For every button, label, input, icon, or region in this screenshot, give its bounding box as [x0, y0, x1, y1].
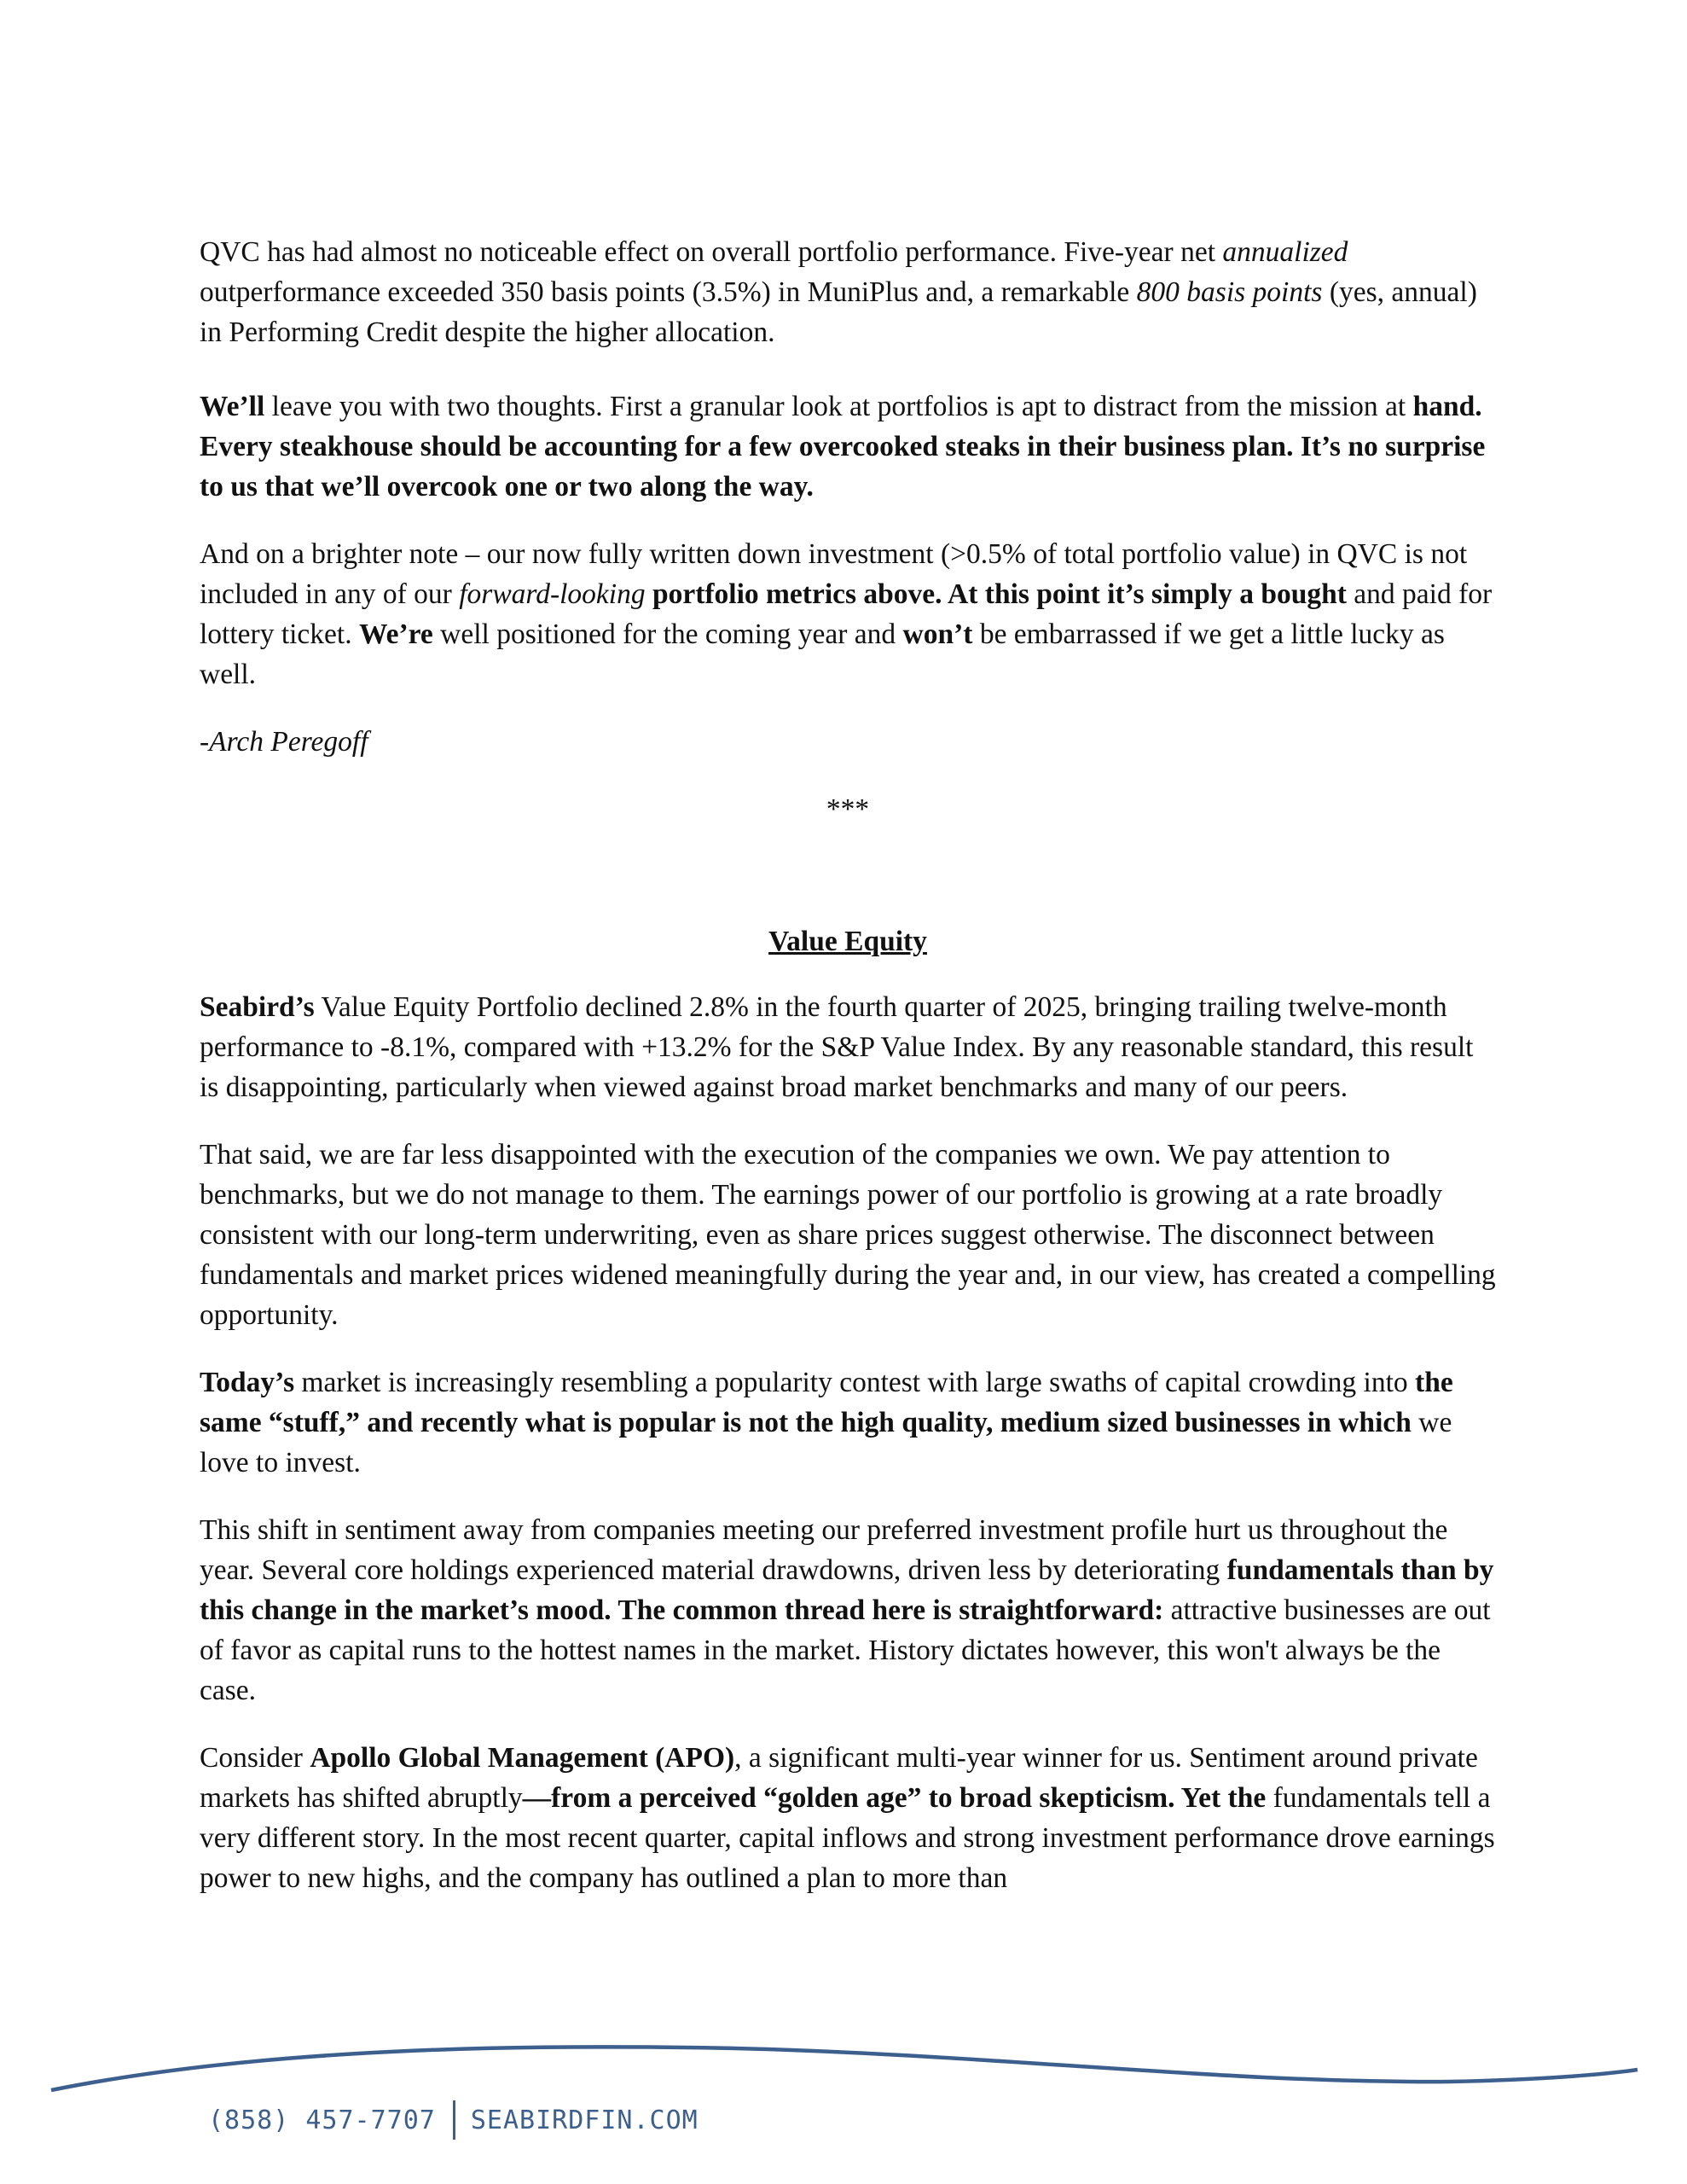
bold-run: fundamentals than by this change in the market’s mood. The common thread here is straightforward:	[200, 1554, 1494, 1626]
text-run: be embarrassed if we get a little lucky as well.	[200, 619, 1445, 690]
text-run: This shift in sentiment away from companies meeting our preferred investment profile hurt us throughout the year. Several core holdings experienced material drawdowns, driven less by deteriorating	[200, 1514, 1448, 1586]
emphasis-annualized: annualized	[1222, 236, 1348, 268]
text-run: and paid for lottery ticket.	[200, 578, 1493, 650]
emphasis-forward-looking: forward-looking	[459, 578, 646, 610]
text-run: market is increasingly resembling a popularity contest with large swaths of capital crowding into	[294, 1367, 1416, 1398]
bold-run: —from a perceived “golden age” to broad skepticism. Yet the	[522, 1782, 1267, 1814]
footer-contact	[208, 2099, 699, 2141]
bold-run: Seabird’s	[200, 991, 315, 1023]
bold-run: hand. Every steakhouse should be accounting for a few overcooked steaks in their business plan. It’s no surprise to us that we’ll overcook one or two along the way.	[200, 391, 1486, 502]
text-run: Value Equity Portfolio declined 2.8% in the fourth quarter of 2025, bringing trailing twelve-month performance to -8.1%, compared with +13.2% for the S&P Value Index. By any reasonable standard, this result is disappointing, particularly when viewed against broad market benchmarks and many of our peers.	[200, 991, 1474, 1103]
section-separator: ***	[826, 793, 870, 825]
letter-paragraph-1	[200, 232, 1496, 352]
text-run: , a significant multi-year winner for us. Sentiment around private markets has shifted abruptly	[200, 1742, 1478, 1814]
value-equity-paragraph-2: That said, we are far less disappointed with the execution of the companies we own. We pay attention to benchmarks, but we do not manage to them. The earnings power of our portfolio is growing at a rate broadly consistent with our long-term underwriting, even as share prices suggest otherwise. The disconnect between fundamentals and market prices widened meaningfully during the year and, in our view, has created a compelling opportunity.	[200, 1139, 1496, 1331]
bold-run: We’re	[358, 619, 433, 650]
text-run: we love to invest.	[200, 1407, 1452, 1478]
bold-run: won’t	[902, 619, 973, 650]
bold-run: the same “stuff,” and recently what is popular is not the high quality, medium sized businesses in which	[200, 1367, 1453, 1438]
value-equity-paragraph-5	[200, 1738, 1496, 1898]
text-run: Consider	[200, 1742, 310, 1774]
footer-website-link[interactable]: SEABIRDFIN.COM	[470, 2105, 699, 2135]
text-run: fundamentals tell a very different story. In the most recent quarter, capital inflows and strong investment performance drove earnings power to new highs, and the company has outlined a plan to more than	[200, 1782, 1495, 1894]
text-run: QVC has had almost no noticeable effect on overall portfolio performance. Five-year net	[200, 236, 1223, 268]
text-run: And on a brighter note – our now fully written down investment (>0.5% of total portfolio value) in QVC is not included in any of our	[200, 538, 1468, 610]
emphasis-basis-points: 800 basis points	[1136, 276, 1323, 308]
footer-divider	[453, 2100, 455, 2140]
footer-phone[interactable]: (858) 457-7707	[208, 2105, 436, 2135]
letter-paragraph-3	[200, 534, 1496, 694]
value-equity-paragraph-3	[200, 1362, 1496, 1483]
text-run: leave you with two thoughts. First a granular look at portfolios is apt to distract from the mission at	[264, 391, 1413, 422]
section-title: Value Equity	[768, 926, 927, 957]
text-run: outperformance exceeded 350 basis points (3.5%) in MuniPlus and, a remarkable	[200, 276, 1137, 308]
value-equity-paragraph-4	[200, 1510, 1496, 1711]
company-name: Apollo Global Management (APO)	[310, 1742, 735, 1774]
text-run: well positioned for the coming year and	[432, 619, 903, 650]
bold-run: portfolio metrics above. At this point it’s simply a bought	[645, 578, 1347, 610]
text-run: attractive businesses are out of favor as capital runs to the hottest names in the market. History dictates however, this won't always be the case.	[200, 1594, 1491, 1706]
value-equity-paragraph-1	[200, 987, 1496, 1107]
bold-run: We’ll	[200, 391, 265, 422]
text-run: (yes, annual) in Performing Credit despite the higher allocation.	[200, 276, 1477, 348]
signature: -Arch Peregoff	[200, 726, 368, 758]
letter-paragraph-2	[200, 386, 1496, 507]
document-body	[200, 232, 1496, 1926]
bold-run: Today’s	[200, 1367, 295, 1398]
footer-wave-decoration	[0, 2030, 1687, 2099]
